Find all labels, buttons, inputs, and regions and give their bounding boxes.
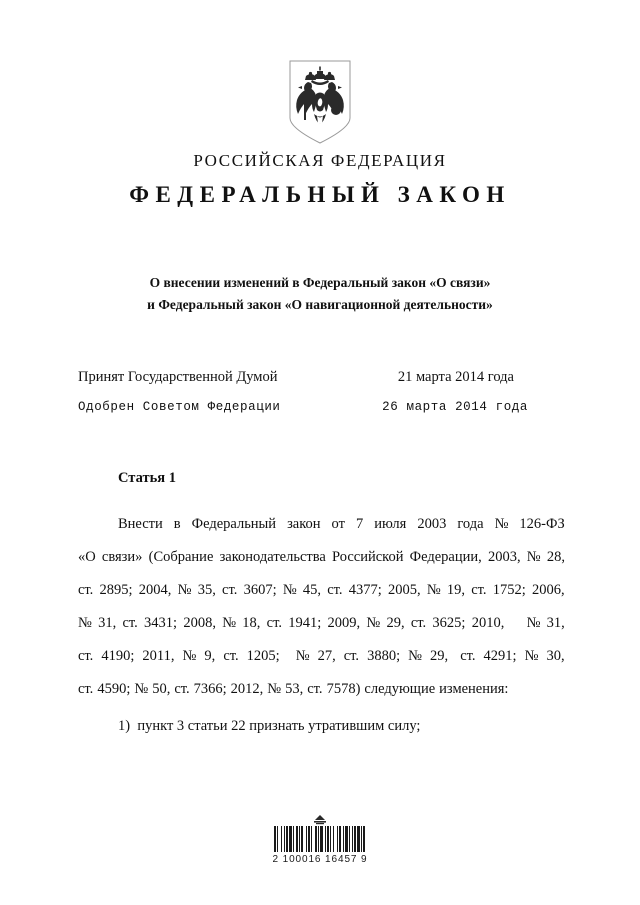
adoption-duma-label: Принят Государственной Думой <box>78 369 278 385</box>
article-paragraph <box>78 508 565 706</box>
adoption-duma-row <box>78 369 528 386</box>
article-item-1: 1) пункт 3 статьи 22 признать утратившим силу; <box>118 718 421 734</box>
russian-coat-of-arms-icon <box>286 58 354 146</box>
adoption-council-label: Одобрен Советом Федерации <box>78 400 281 414</box>
country-title: РОССИЙСКАЯ ФЕДЕРАЦИЯ <box>193 151 447 170</box>
adoption-council-date: 26 марта 2014 года <box>382 400 528 414</box>
coat-of-arms-container <box>0 58 640 146</box>
article-paragraph-line: ст. 4190; 2011, № 9, ст. 1205; № 27, ст. 3880; № 29, ст. 4291; № 30, <box>78 648 565 664</box>
article-paragraph-line: Внести в Федеральный закон от 7 июля 2003 года № 126-ФЗ <box>118 516 565 532</box>
article-heading: Статья 1 <box>118 470 176 486</box>
barcode-number: 2 100016 16457 9 <box>272 854 368 865</box>
law-subtitle-line-1: О внесении изменений в Федеральный закон «О связи» <box>149 275 491 290</box>
law-title: ФЕДЕРАЛЬНЫЙ ЗАКОН <box>129 182 511 207</box>
publisher-emblem-icon <box>312 814 328 825</box>
law-subtitle-line-2: и Федеральный закон «О навигационной деятельности» <box>147 296 493 312</box>
law-subtitle <box>60 272 580 316</box>
article-paragraph-line: ст. 4590; № 50, ст. 7366; 2012, № 53, ст. 7578) следующие изменения: <box>78 681 509 697</box>
article-paragraph-line: № 31, ст. 3431; 2008, № 18, ст. 1941; 2009, № 29, ст. 3625; 2010, № 31, <box>78 615 565 631</box>
article-paragraph-line: «О связи» (Собрание законодательства Российской Федерации, 2003, № 28, <box>78 549 565 565</box>
barcode-block <box>0 814 640 865</box>
barcode-bars <box>274 826 366 852</box>
article-paragraph-line: ст. 2895; 2004, № 35, ст. 3607; № 45, ст. 4377; 2005, № 19, ст. 1752; 2006, <box>78 582 565 598</box>
adoption-duma-date: 21 марта 2014 года <box>397 369 514 385</box>
adoption-council-row <box>78 400 528 414</box>
